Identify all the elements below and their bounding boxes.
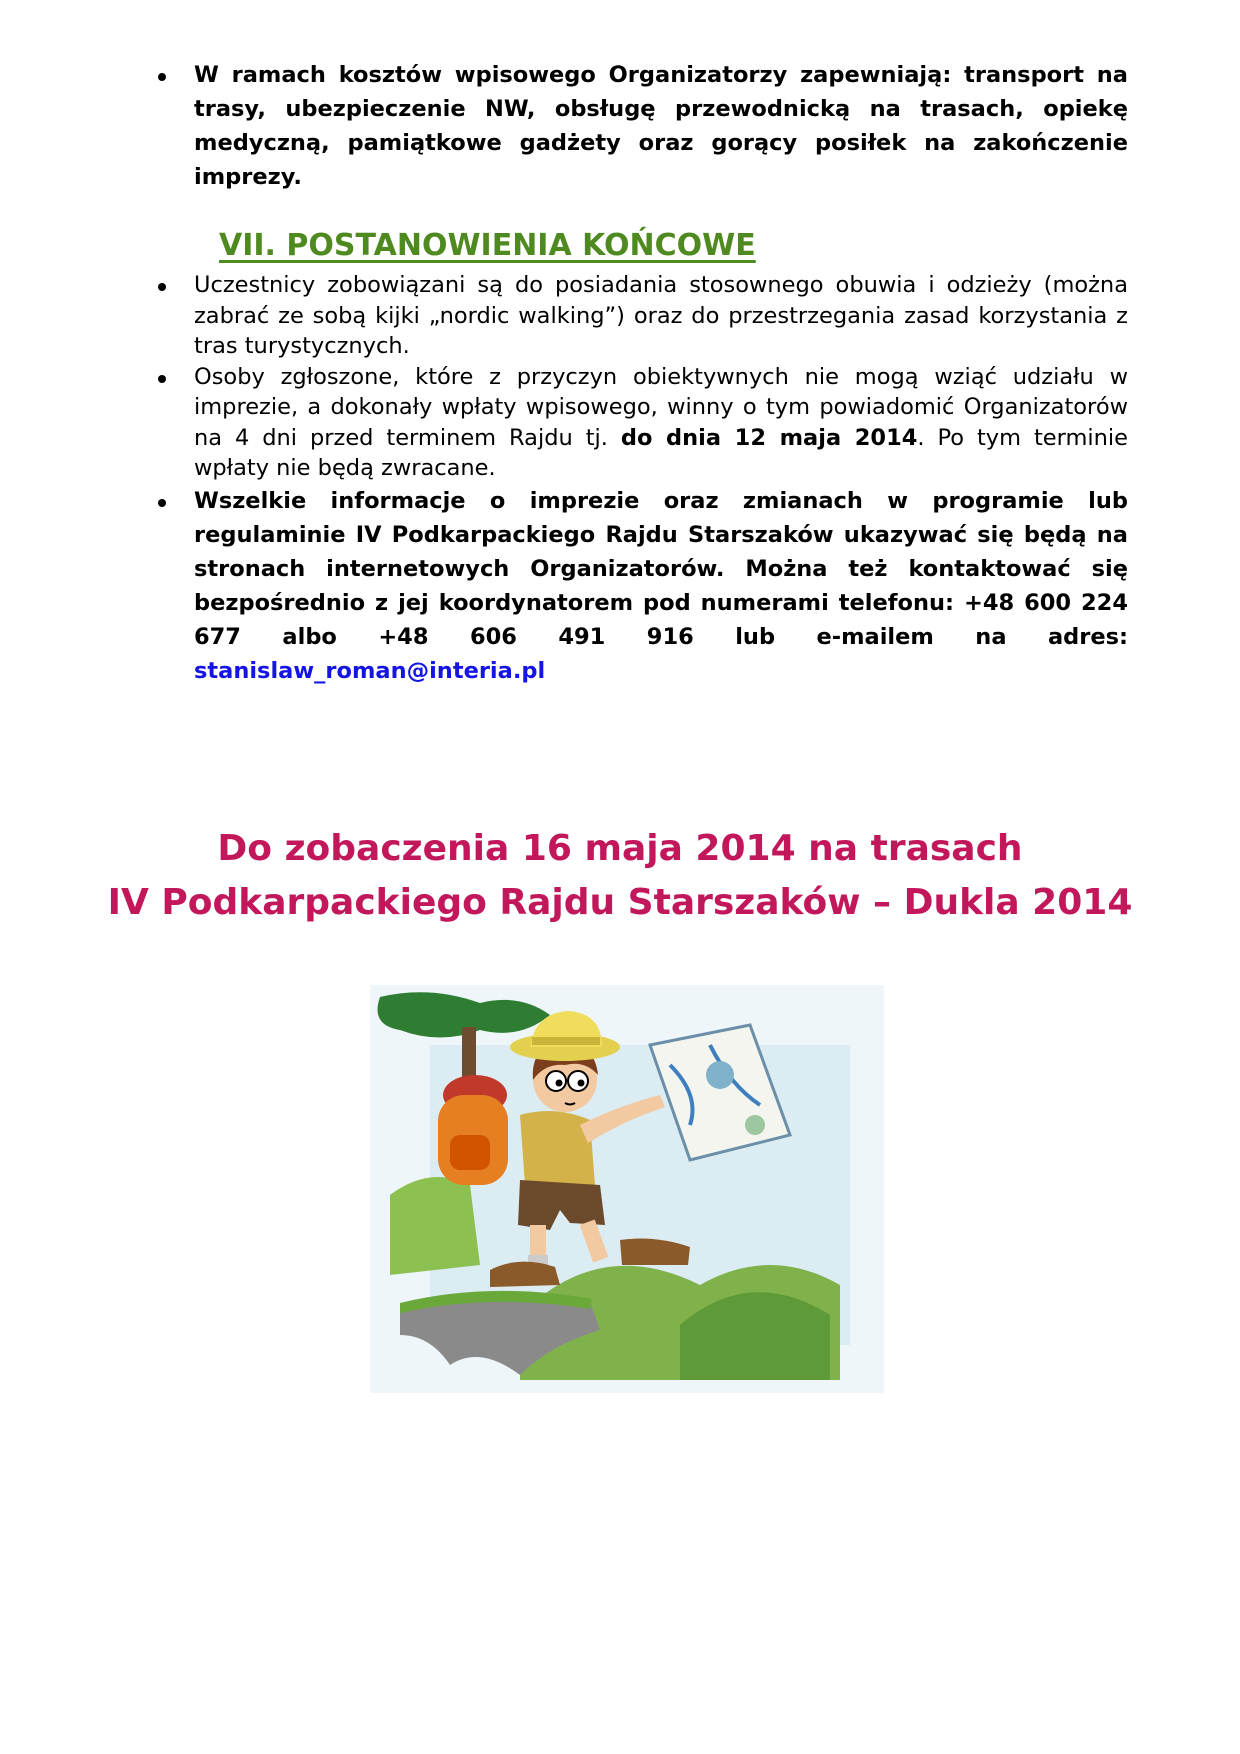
final-provisions-list: [150, 270, 1128, 688]
top-bullet-list: [150, 58, 1128, 194]
list-item: [150, 484, 1128, 688]
list-item-text: Osoby zgłoszone, które z przyczyn obiektywnych nie mogą wziąć udziału w imprezie, a dokonały wpłaty wpisowego, winny o tym powiadomić Organizatorów na 4 dni przed terminem Rajdu tj.: [194, 363, 1128, 451]
bullet-icon: [158, 375, 166, 383]
deadline-date: do dnia 12 maja 2014: [620, 424, 918, 451]
hiker-illustration: [370, 985, 884, 1393]
bullet-icon: [158, 73, 166, 81]
list-item-text: Wszelkie informacje o imprezie oraz zmianach w programie lub regulaminie IV Podkarpackiego Rajdu Starszaków ukazywać się będą na stronach internetowych Organizatorów. Można też kontaktować się bezpośrednio z jej koordynatorem pod numerami telefonu: +48 600 224 677 albo +48 606 491 916 lub e-mailem na adres:: [194, 487, 1128, 650]
list-item-text: Uczestnicy zobowiązani są do posiadania stosownego obuwia i odzieży (można zabrać ze sobą kijki „nordic walking”) oraz do przestrzegania zasad korzystania z tras turystycznych.: [194, 272, 1128, 359]
closing-line-1: Do zobaczenia 16 maja 2014 na trasach: [217, 828, 1023, 869]
list-item: [150, 270, 1128, 362]
section-heading: VII. POSTANOWIENIA KOŃCOWE: [219, 228, 756, 263]
closing-line-2: IV Podkarpackiego Rajdu Starszaków – Dukla 2014: [107, 882, 1133, 923]
list-item: [150, 362, 1128, 484]
list-item: [150, 58, 1128, 194]
bullet-icon: [158, 499, 166, 507]
bullet-icon: [158, 283, 166, 291]
list-item-text-end: . Po tym terminie wpłaty nie będą zwracane.: [194, 424, 1128, 481]
list-item-text: W ramach kosztów wpisowego Organizatorzy zapewniają: transport na trasy, ubezpieczenie NW, obsługę przewodnicką na trasach, opiekę medyczną, pamiątkowe gadżety oraz gorący posiłek na zakończenie imprezy.: [194, 62, 1128, 190]
email-link[interactable]: stanislaw_roman@interia.pl: [194, 657, 546, 684]
